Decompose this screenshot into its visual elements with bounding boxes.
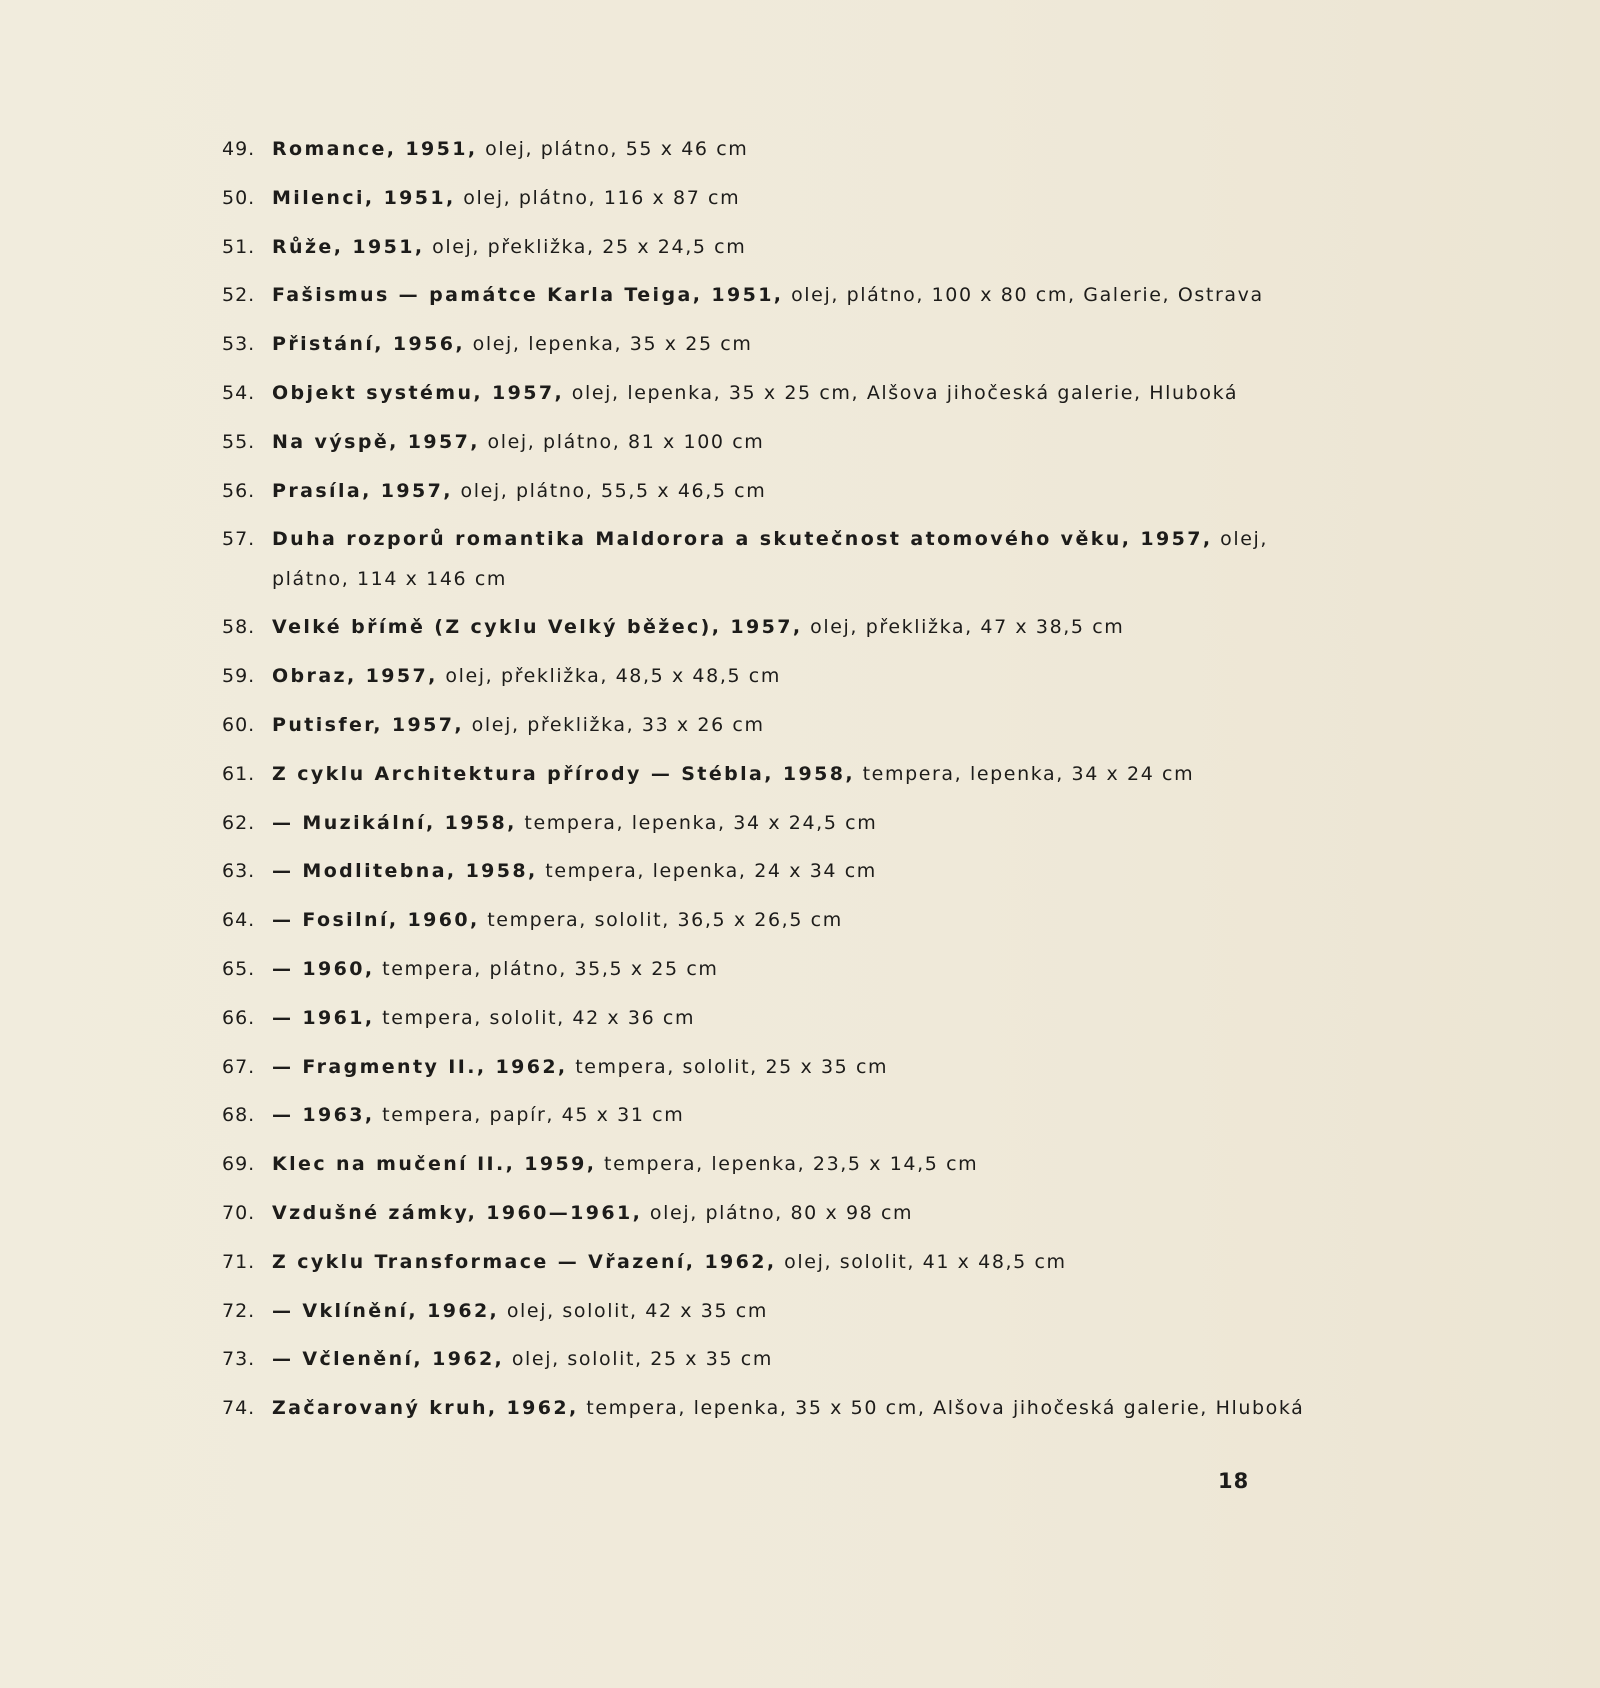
entry-title: Fašismus — památce Karla Teiga,	[272, 284, 712, 307]
entry-title: — Vklínění,	[272, 1299, 428, 1322]
entry-details: olej, překližka, 33 x 26 cm	[464, 713, 765, 736]
catalogue-entry-49	[222, 137, 1262, 186]
entry-title: Klec na mučení II.,	[272, 1153, 525, 1176]
entry-number: 56.	[222, 479, 256, 502]
entry-details: tempera, sololit, 36,5 x 26,5 cm	[479, 909, 843, 932]
entry-year: 1951,	[711, 284, 784, 307]
catalogue-entry-51	[222, 235, 1262, 284]
catalogue-entry-52	[222, 283, 1262, 332]
entry-details: tempera, lepenka, 34 x 24 cm	[854, 762, 1195, 785]
entry-details: tempera, papír, 45 x 31 cm	[374, 1104, 685, 1127]
entry-text	[272, 1103, 684, 1127]
entry-details: tempera, sololit, 42 x 36 cm	[374, 1006, 696, 1029]
catalogue-entry-64	[222, 908, 1262, 957]
entry-number: 49.	[222, 138, 256, 160]
entry-details: olej, překližka, 47 x 38,5 cm	[802, 616, 1125, 639]
entry-details: tempera, lepenka, 34 x 24,5 cm	[516, 811, 878, 834]
entry-text	[272, 137, 748, 161]
entry-title: Na výspě,	[272, 430, 408, 453]
entry-details: olej, sololit, 41 x 48,5 cm	[776, 1250, 1067, 1273]
entry-number: 71.	[222, 1250, 256, 1273]
entry-year: 1963,	[302, 1104, 375, 1127]
entry-year: 1962,	[506, 1397, 579, 1420]
entry-number: 59.	[222, 665, 256, 688]
catalogue-entry-50	[222, 186, 1262, 235]
entry-text	[272, 615, 1124, 639]
entry-details: olej, lepenka, 35 x 25 cm	[465, 333, 753, 356]
entry-year: 1958,	[465, 860, 538, 883]
entry-text	[272, 1006, 695, 1030]
entry-year: 1957,	[492, 381, 565, 404]
entry-text	[272, 1055, 888, 1079]
entry-number: 70.	[222, 1201, 256, 1224]
entry-year: 1957,	[730, 616, 803, 639]
entry-details: tempera, sololit, 25 x 35 cm	[567, 1055, 889, 1078]
catalogue-entry-55	[222, 430, 1262, 479]
entry-number: 58.	[222, 616, 256, 639]
entry-number: 54.	[222, 381, 256, 404]
entry-title: Přistání,	[272, 333, 393, 356]
catalogue-entry-72	[222, 1299, 1262, 1348]
entry-year: 1962,	[432, 1348, 505, 1371]
entry-title: —	[272, 1006, 303, 1029]
entry-year: 1951,	[405, 138, 478, 160]
catalogue-entry-66	[222, 1006, 1262, 1055]
entry-title: Putisfer,	[272, 713, 392, 736]
entry-text	[272, 762, 1194, 786]
entry-number: 52.	[222, 284, 256, 307]
entry-title: Z cyklu Transformace — Vřazení,	[272, 1250, 705, 1273]
catalogue-entry-58	[222, 615, 1262, 664]
entry-year: 1957,	[407, 430, 480, 453]
entry-year: 1962,	[704, 1250, 777, 1273]
catalogue-entry-54	[222, 381, 1262, 430]
entry-title: Začarovaný kruh,	[272, 1397, 507, 1420]
entry-text	[272, 283, 1264, 307]
entry-year: 1959,	[524, 1153, 597, 1176]
entry-details: olej, plátno, 55,5 x 46,5 cm	[452, 479, 767, 502]
catalogue-entry-67	[222, 1055, 1262, 1104]
entry-year: 1957,	[365, 665, 438, 688]
entry-text	[272, 1201, 913, 1225]
entry-text	[272, 479, 766, 503]
entry-text	[272, 664, 781, 688]
catalogue-entry-68	[222, 1103, 1262, 1152]
entry-number: 50.	[222, 186, 256, 209]
catalogue-entry-74	[222, 1396, 1305, 1445]
entry-number: 74.	[222, 1397, 256, 1420]
entry-number: 60.	[222, 713, 256, 736]
entry-title: — Fragmenty II.,	[272, 1055, 496, 1078]
entry-title: —	[272, 957, 303, 980]
entry-number: 69.	[222, 1153, 256, 1176]
entry-text	[272, 527, 1268, 591]
entry-text	[272, 1299, 768, 1323]
entry-details: olej,	[1212, 528, 1269, 551]
entry-details: tempera, lepenka, 35 x 50 cm, Alšova jihočeská galerie, Hluboká	[578, 1397, 1305, 1420]
entry-title: Duha rozporů romantika Maldorora a skutečnost atomového věku,	[272, 528, 1141, 551]
catalogue-entry-53	[222, 332, 1262, 381]
entry-year: 1960,	[302, 957, 375, 980]
entry-number: 57.	[222, 528, 256, 551]
entry-title: — Muzikální,	[272, 811, 445, 834]
catalogue-list	[222, 137, 1305, 1445]
entry-title: — Modlitebna,	[272, 860, 466, 883]
entry-number: 68.	[222, 1104, 256, 1127]
entry-year: 1951,	[383, 186, 456, 209]
catalogue-entry-70	[222, 1201, 1262, 1250]
entry-year: 1962,	[495, 1055, 568, 1078]
catalogue-entry-62	[222, 811, 1262, 860]
entry-number: 66.	[222, 1006, 256, 1029]
entry-text	[272, 811, 877, 835]
catalogue-entry-73	[222, 1347, 1262, 1396]
entry-number: 53.	[222, 333, 256, 356]
entry-year: 1957,	[1140, 528, 1213, 551]
entry-number: 72.	[222, 1299, 256, 1322]
entry-text	[272, 381, 1238, 405]
entry-title: Prasíla,	[272, 479, 381, 502]
entry-number: 51.	[222, 235, 256, 258]
entry-title: Velké břímě (Z cyklu Velký běžec),	[272, 616, 731, 639]
entry-details: olej, plátno, 55 x 46 cm	[477, 138, 749, 160]
entry-title: Milenci,	[272, 186, 384, 209]
entry-title: Romance,	[272, 138, 406, 160]
entry-number: 63.	[222, 860, 256, 883]
entry-number: 73.	[222, 1348, 256, 1371]
entry-text	[272, 859, 877, 883]
entry-text	[272, 1396, 1304, 1420]
entry-year: 1957,	[391, 713, 465, 736]
entry-year: 1960,	[407, 909, 480, 932]
entry-title: — Fosilní,	[272, 909, 408, 932]
entry-text	[272, 908, 843, 932]
entry-year: 1957,	[380, 479, 453, 502]
entry-year: 1958,	[782, 762, 855, 785]
entry-details: olej, překližka, 48,5 x 48,5 cm	[437, 665, 781, 688]
entry-text	[272, 1152, 978, 1176]
page-number: 18	[1218, 1469, 1250, 1493]
entry-text	[272, 1347, 773, 1371]
catalogue-entry-60	[222, 713, 1262, 762]
entry-title: Obraz,	[272, 665, 366, 688]
entry-text	[272, 186, 740, 210]
entry-title: Růže,	[272, 235, 353, 258]
catalogue-entry-63	[222, 859, 1262, 908]
entry-details: olej, lepenka, 35 x 25 cm, Alšova jihočeská galerie, Hluboká	[564, 381, 1239, 404]
entry-year: 1958,	[444, 811, 517, 834]
entry-details: olej, plátno, 116 x 87 cm	[455, 186, 741, 209]
entry-title: — Včlenění,	[272, 1348, 433, 1371]
catalogue-entry-59	[222, 664, 1262, 713]
entry-details: tempera, lepenka, 23,5 x 14,5 cm	[596, 1153, 979, 1176]
entry-number: 62.	[222, 811, 256, 834]
entry-details: tempera, lepenka, 24 x 34 cm	[537, 860, 877, 883]
entry-number: 64.	[222, 909, 256, 932]
entry-number: 65.	[222, 957, 256, 980]
entry-details: olej, překližka, 25 x 24,5 cm	[424, 235, 747, 258]
entry-details: olej, plátno, 81 x 100 cm	[479, 430, 765, 453]
entry-title: Z cyklu Architektura přírody — Stébla,	[272, 762, 783, 785]
entry-details: olej, plátno, 100 x 80 cm, Galerie, Ostrava	[783, 284, 1264, 307]
catalogue-entry-71	[222, 1250, 1262, 1299]
entry-details: olej, sololit, 25 x 35 cm	[504, 1348, 773, 1371]
entry-details: olej, plátno, 80 x 98 cm	[642, 1201, 914, 1224]
entry-text	[272, 713, 765, 737]
entry-details: tempera, plátno, 35,5 x 25 cm	[374, 957, 719, 980]
catalogue-entry-57	[222, 527, 1269, 615]
entry-text	[272, 957, 718, 981]
entry-title: —	[272, 1104, 303, 1127]
catalogue-entry-61	[222, 762, 1262, 811]
catalogue-entry-56	[222, 479, 1262, 528]
catalogue-entry-69	[222, 1152, 1262, 1201]
entry-text	[272, 1250, 1067, 1274]
entry-details-continuation: plátno, 114 x 146 cm	[272, 568, 508, 591]
entry-year: 1960—1961,	[486, 1201, 643, 1224]
entry-year: 1962,	[427, 1299, 500, 1322]
entry-number: 67.	[222, 1055, 256, 1078]
entry-details: olej, sololit, 42 x 35 cm	[499, 1299, 768, 1322]
catalogue-entry-65	[222, 957, 1262, 1006]
entry-year: 1961,	[302, 1006, 375, 1029]
entry-text	[272, 430, 764, 454]
entry-title: Vzdušné zámky,	[272, 1201, 487, 1224]
entry-year: 1951,	[352, 235, 425, 258]
entry-title: Objekt systému,	[272, 381, 493, 404]
entry-number: 55.	[222, 430, 256, 453]
entry-text	[272, 235, 746, 259]
entry-text	[272, 332, 752, 356]
entry-number: 61.	[222, 762, 256, 785]
entry-year: 1956,	[392, 333, 466, 356]
